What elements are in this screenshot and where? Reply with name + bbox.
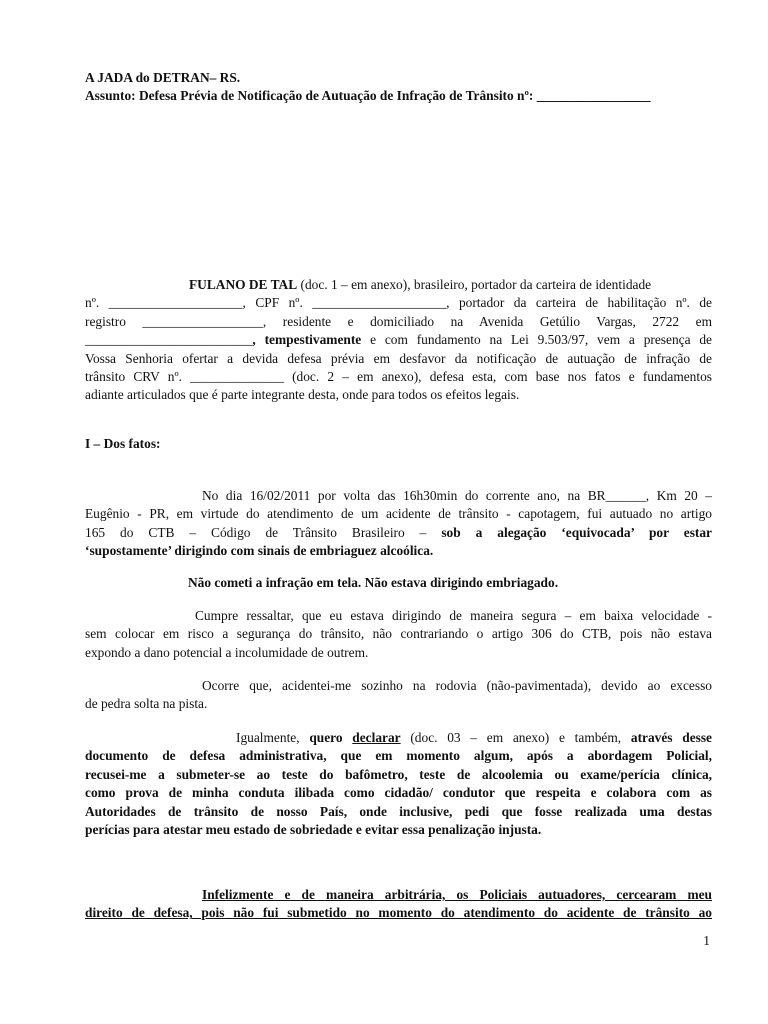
para3-line-2: de pedra solta na pista. (85, 696, 208, 712)
statement: Não cometi a infração em tela. Não estava dirigindo embriagado. (188, 575, 559, 590)
party-name: FULANO DE TAL (189, 277, 298, 292)
para3-line-1: Ocorre que, acidentei-me sozinho na rodovia (não-pavimentada), devido ao excesso (202, 678, 712, 693)
para2-line-3: expondo a dano potencial a incolumidade de outrem. (85, 644, 369, 660)
para2-line-1: Cumpre ressaltar, que eu estava dirigindo de maneira segura – em baixa velocidade - (195, 608, 712, 623)
intro-line-1: FULANO DE TAL (doc. 1 – em anexo), brasileiro, portador da carteira de identidade (189, 277, 652, 292)
paragraph-accident (85, 677, 712, 714)
para2-line-2: sem colocar em risco a segurança do trânsito, não contrariando o artigo 306 do CTB, pois não estava (85, 626, 712, 642)
intro-line-6: trânsito CRV nº. ______________ (doc. 2 – em anexo), defesa esta, com base nos fatos e fundamentos (85, 369, 712, 385)
addressee: A JADA do DETRAN– RS. (85, 70, 241, 85)
paragraph-arbitrary (85, 886, 712, 923)
para5-line-1: Infelizmente e de maneira arbitrária, os Policiais autuadores, cercearam meu (202, 887, 712, 902)
facts-line-1: No dia 16/02/2011 por volta das 16h30min do corrente ano, na BR______, Km 20 – (202, 488, 712, 503)
subject-line: Assunto: Defesa Prévia de Notificação de Autuação de Infração de Trânsito nº: _________________ (85, 88, 651, 104)
paragraph-declaration (85, 729, 712, 839)
para5-line-2: direito de defesa, pois não fui submetido no momento do atendimento do acidente de trânsito ao (85, 905, 712, 921)
facts-paragraph (85, 487, 712, 561)
intro-line-3: registro __________________, residente e domiciliado na Avenida Getúlio Vargas, 2722 em (85, 313, 712, 329)
para4-line-2: documento de defesa administrativa, que em momento algum, após a abordagem Policial, (85, 748, 712, 764)
para4-line-5: Autoridades de trânsito de nosso País, onde inclusive, pedi que fosse realizada uma destas (85, 803, 712, 819)
para4-line-1: Igualmente, quero declarar (doc. 03 – em anexo) e também, através desse (236, 730, 712, 745)
intro-line-7: adiante articulados que é parte integrante desta, onde para todos os efeitos legais. (85, 387, 520, 403)
page-number: 1 (703, 933, 710, 948)
paragraph-safe-driving (85, 607, 712, 662)
facts-line-3: 165 do CTB – Código de Trânsito Brasileiro – sob a alegação ‘equivocada’ por estar (85, 524, 713, 540)
intro-line-5: Vossa Senhoria ofertar a devida defesa prévia em desfavor da notificação de autuação de infração de (85, 350, 712, 366)
facts-line-2: Eugênio - PR, em virtude do atendimento de um acidente de trânsito - capotagem, fui autuado no artigo (85, 506, 712, 522)
facts-line-4: ‘supostamente’ dirigindo com sinais de embriaguez alcoólica. (85, 543, 434, 559)
declarar: declarar (352, 730, 401, 745)
header-block (85, 69, 712, 106)
intro-paragraph (85, 276, 712, 405)
intro-line-2: nº. ____________________, CPF nº. ____________________, portador da carteira de habilitação nº. de (85, 295, 712, 311)
tempestivamente: , tempestivamente (252, 332, 362, 348)
intro-line-4: _________________________, tempestivamente e com fundamento na Lei 9.503/97, vem a presença de (85, 332, 712, 348)
para4-line-3: recusei-me a submeter-se ao teste do bafômetro, teste de alcoolemia ou exame/perícia clínica, (85, 766, 712, 782)
section-title-facts: I – Dos fatos: (85, 436, 161, 451)
para4-line-6: perícias para atestar meu estado de sobriedade e evitar essa penalização injusta. (85, 822, 542, 838)
para4-line-4: como prova de minha conduta ilibada como cidadão/ condutor que respeita e colabora com as (85, 785, 712, 801)
